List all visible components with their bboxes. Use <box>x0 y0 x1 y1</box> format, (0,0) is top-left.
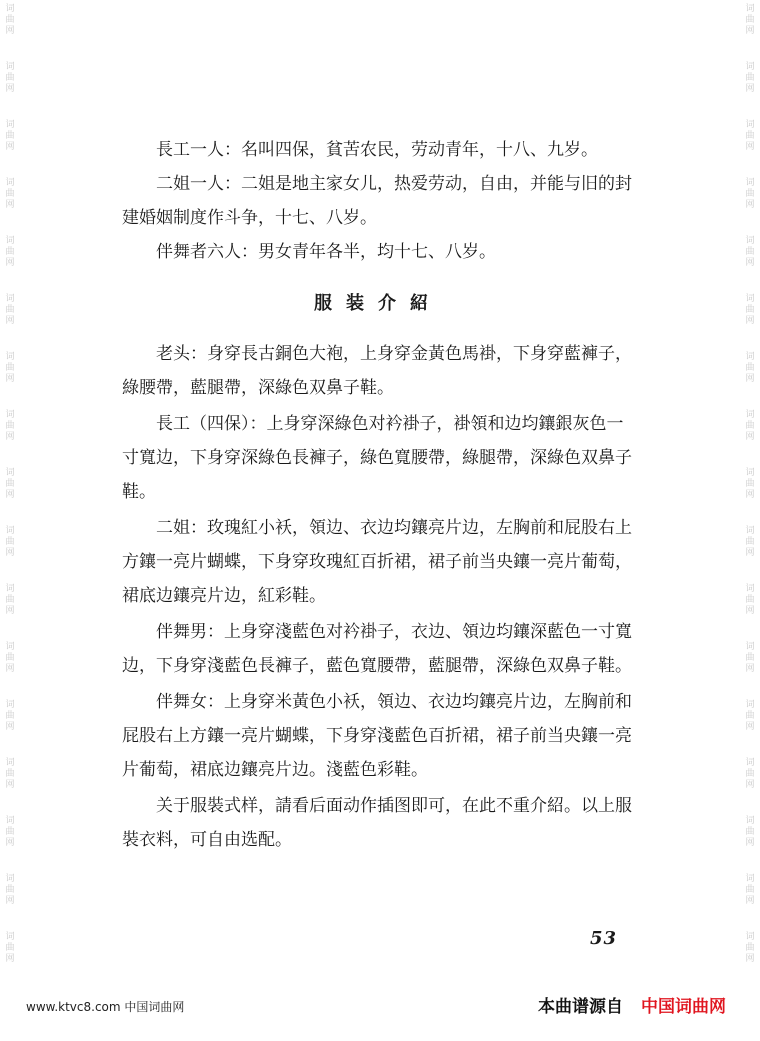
watermark-unit <box>5 758 14 791</box>
watermark-char: 曲 <box>5 479 15 489</box>
watermark-unit <box>745 294 754 327</box>
watermark-char: 曲 <box>5 15 15 25</box>
watermark-char: 网 <box>745 606 755 616</box>
costume-female-dancer: 伴舞女：上身穿米黃色小袄，領边、衣边均鑲亮片边，左胸前和屁股右上方鑲一亮片蝴蝶，下身穿淺藍色百折裙，裙子前当央鑲一亮片葡萄，裙底边鑲亮片边。淺藍色彩鞋。 <box>122 692 632 780</box>
watermark-char: 曲 <box>745 943 755 953</box>
watermark-char: 词 <box>745 4 755 14</box>
watermark-char: 曲 <box>745 247 755 257</box>
costume-laotou: 老头：身穿長古銅色大袍，上身穿金黃色馬褂，下身穿藍褲子，綠腰帶，藍腿帶，深綠色双鼻子鞋。 <box>122 344 632 398</box>
watermark-unit <box>745 468 754 501</box>
watermark-char: 词 <box>5 120 15 130</box>
watermark-char: 网 <box>5 26 15 36</box>
costume-erjie: 二姐：玫瑰紅小袄，領边、衣边均鑲亮片边，左胸前和屁股右上方鑲一亮片蝴蝶，下身穿玫瑰紅百折裙，裙子前当央鑲一亮片葡萄，裙底边鑲亮片边，紅彩鞋。 <box>122 518 632 606</box>
watermark-unit <box>5 816 14 849</box>
watermark-char: 网 <box>5 548 15 558</box>
watermark-char: 词 <box>5 236 15 246</box>
costume-male-dancer: 伴舞男：上身穿淺藍色对衿褂子，衣边、領边均鑲深藍色一寸寬边，下身穿淺藍色長褲子，藍色寬腰帶，藍腿帶，深綠色双鼻子鞋。 <box>122 622 632 676</box>
watermark-unit <box>5 236 14 269</box>
watermark-char: 网 <box>5 374 15 384</box>
watermark-char: 网 <box>5 258 15 268</box>
watermark-char: 词 <box>745 62 755 72</box>
watermark-char: 曲 <box>5 943 15 953</box>
watermark-char: 网 <box>745 374 755 384</box>
watermark-char: 曲 <box>745 73 755 83</box>
watermark-unit <box>745 178 754 211</box>
watermark-unit <box>5 584 14 617</box>
watermark-unit <box>745 4 754 37</box>
watermark-unit <box>745 700 754 733</box>
watermark-char: 网 <box>745 432 755 442</box>
watermark-unit <box>745 526 754 559</box>
watermark-char: 曲 <box>745 189 755 199</box>
watermark-char: 词 <box>745 178 755 188</box>
costume-list <box>122 337 634 857</box>
watermark-char: 网 <box>5 490 15 500</box>
watermark-unit <box>745 410 754 443</box>
watermark-unit <box>5 178 14 211</box>
watermark-char: 曲 <box>745 305 755 315</box>
watermark-char: 词 <box>5 700 15 710</box>
watermark-char: 曲 <box>5 653 15 663</box>
watermark-char: 曲 <box>745 479 755 489</box>
page-body <box>122 133 634 857</box>
costume-note: 关于服裝式样，請看后面动作插图即可，在此不重介紹。以上服裝衣料，可自由选配。 <box>122 796 632 850</box>
watermark-char: 曲 <box>745 595 755 605</box>
watermark-char: 曲 <box>5 73 15 83</box>
watermark-char: 曲 <box>745 769 755 779</box>
watermark-char: 词 <box>745 932 755 942</box>
watermark-char: 网 <box>745 548 755 558</box>
watermark-char: 曲 <box>745 15 755 25</box>
watermark-char: 词 <box>5 62 15 72</box>
watermark-char: 词 <box>5 874 15 884</box>
watermark-char: 词 <box>745 410 755 420</box>
watermark-char: 词 <box>745 352 755 362</box>
watermark-char: 网 <box>5 316 15 326</box>
character-dancers: 伴舞者六人：男女青年各半，均十七、八岁。 <box>156 242 496 262</box>
watermark-char: 词 <box>5 4 15 14</box>
watermark-char: 网 <box>745 200 755 210</box>
watermark-char: 曲 <box>745 711 755 721</box>
watermark-unit <box>5 700 14 733</box>
watermark-char: 网 <box>5 664 15 674</box>
watermark-char: 曲 <box>5 131 15 141</box>
watermark-char: 网 <box>5 954 15 964</box>
watermark-unit <box>5 120 14 153</box>
watermark-char: 词 <box>5 178 15 188</box>
watermark-char: 曲 <box>745 363 755 373</box>
watermark-char: 网 <box>745 838 755 848</box>
watermark-unit <box>5 526 14 559</box>
watermark-column-right <box>742 0 758 1041</box>
watermark-char: 网 <box>5 200 15 210</box>
watermark-unit <box>745 642 754 675</box>
watermark-char: 网 <box>745 722 755 732</box>
watermark-char: 网 <box>745 142 755 152</box>
watermark-char: 网 <box>745 780 755 790</box>
watermark-char: 曲 <box>5 711 15 721</box>
watermark-char: 词 <box>5 410 15 420</box>
footer-site-name[interactable]: 中国词曲网 <box>641 997 726 1017</box>
watermark-char: 曲 <box>5 189 15 199</box>
watermark-char: 曲 <box>5 537 15 547</box>
watermark-char: 词 <box>745 294 755 304</box>
watermark-unit <box>745 584 754 617</box>
watermark-unit <box>5 62 14 95</box>
watermark-char: 曲 <box>745 421 755 431</box>
watermark-unit <box>745 932 754 965</box>
watermark-char: 曲 <box>745 885 755 895</box>
watermark-char: 网 <box>745 316 755 326</box>
character-erjie: 二姐一人：二姐是地主家女儿，热爱劳动，自由，并能与旧的封建婚姻制度作斗争，十七、八岁。 <box>122 174 632 228</box>
watermark-char: 词 <box>745 120 755 130</box>
watermark-char: 网 <box>5 780 15 790</box>
watermark-unit <box>745 120 754 153</box>
watermark-char: 曲 <box>745 827 755 837</box>
footer-source-label: 本曲谱源自 <box>538 997 623 1017</box>
watermark-char: 网 <box>5 722 15 732</box>
watermark-char: 曲 <box>5 827 15 837</box>
watermark-char: 词 <box>745 468 755 478</box>
watermark-char: 网 <box>745 26 755 36</box>
watermark-char: 词 <box>5 816 15 826</box>
watermark-char: 词 <box>745 642 755 652</box>
watermark-char: 词 <box>745 874 755 884</box>
watermark-char: 网 <box>5 838 15 848</box>
watermark-char: 网 <box>745 664 755 674</box>
character-list <box>122 133 634 269</box>
watermark-unit <box>5 410 14 443</box>
page-number: 53 <box>590 928 618 949</box>
watermark-char: 曲 <box>5 305 15 315</box>
watermark-unit <box>5 294 14 327</box>
watermark-char: 曲 <box>745 537 755 547</box>
watermark-char: 词 <box>5 526 15 536</box>
costume-changgong: 長工（四保）：上身穿深綠色对衿褂子，褂領和边均鑲銀灰色一寸寬边，下身穿深綠色長褲子，綠色寬腰帶，綠腿帶，深綠色双鼻子鞋。 <box>122 414 632 502</box>
watermark-char: 词 <box>5 468 15 478</box>
watermark-char: 曲 <box>745 131 755 141</box>
watermark-char: 网 <box>5 432 15 442</box>
watermark-char: 词 <box>745 236 755 246</box>
watermark-char: 词 <box>5 294 15 304</box>
watermark-char: 曲 <box>5 885 15 895</box>
watermark-unit <box>745 236 754 269</box>
watermark-char: 网 <box>5 142 15 152</box>
watermark-char: 词 <box>745 816 755 826</box>
watermark-unit <box>5 932 14 965</box>
watermark-char: 曲 <box>5 421 15 431</box>
footer-website-link[interactable]: www.ktvc8.com 中国词曲网 <box>26 1000 185 1014</box>
watermark-char: 网 <box>745 954 755 964</box>
watermark-char: 网 <box>745 258 755 268</box>
watermark-char: 曲 <box>5 247 15 257</box>
watermark-char: 网 <box>5 896 15 906</box>
watermark-char: 词 <box>5 352 15 362</box>
watermark-char: 网 <box>5 606 15 616</box>
watermark-char: 曲 <box>5 595 15 605</box>
watermark-unit <box>5 4 14 37</box>
watermark-char: 曲 <box>745 653 755 663</box>
watermark-char: 词 <box>5 584 15 594</box>
watermark-char: 网 <box>745 896 755 906</box>
watermark-char: 词 <box>745 526 755 536</box>
watermark-unit <box>745 816 754 849</box>
character-changgong: 長工一人：名叫四保，貧苦农民，劳动青年，十八、九岁。 <box>156 140 598 160</box>
watermark-char: 网 <box>745 490 755 500</box>
watermark-char: 词 <box>5 758 15 768</box>
watermark-unit <box>745 758 754 791</box>
watermark-char: 网 <box>745 84 755 94</box>
watermark-unit <box>5 468 14 501</box>
watermark-char: 词 <box>5 642 15 652</box>
watermark-unit <box>745 352 754 385</box>
watermark-char: 词 <box>745 758 755 768</box>
watermark-unit <box>745 62 754 95</box>
watermark-unit <box>5 874 14 907</box>
footer-source-credit <box>538 992 726 1017</box>
watermark-char: 曲 <box>5 769 15 779</box>
section-title: 服装介紹 <box>314 293 442 314</box>
watermark-column-left <box>2 0 18 1041</box>
watermark-char: 词 <box>745 584 755 594</box>
watermark-char: 词 <box>5 932 15 942</box>
watermark-unit <box>5 642 14 675</box>
watermark-char: 网 <box>5 84 15 94</box>
watermark-char: 词 <box>745 700 755 710</box>
watermark-unit <box>745 874 754 907</box>
watermark-unit <box>5 352 14 385</box>
watermark-char: 曲 <box>5 363 15 373</box>
